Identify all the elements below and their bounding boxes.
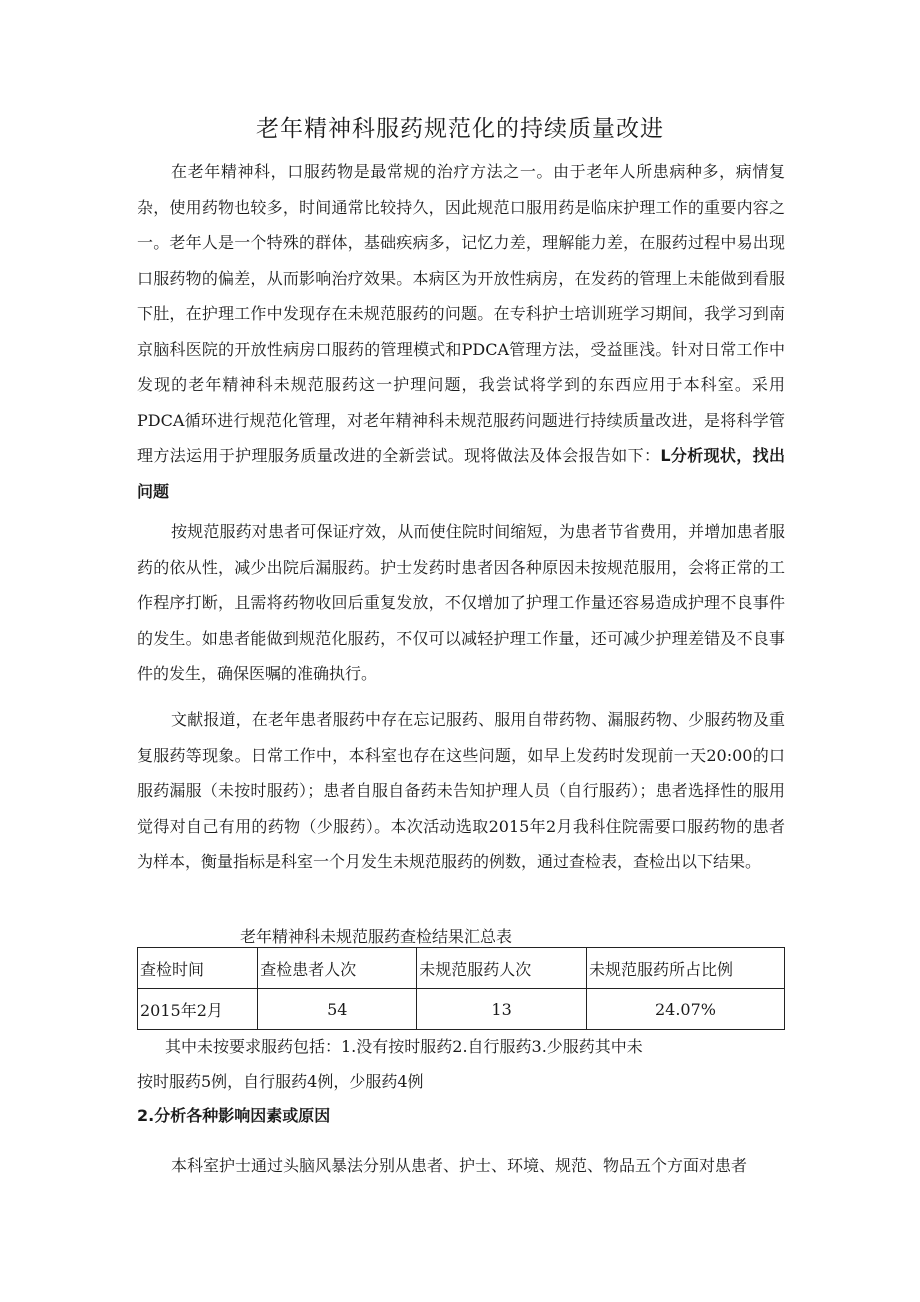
intro-paragraph	[137, 154, 785, 509]
note-line-1: 其中未按要求服药包括：1.没有按时服药2.自行服药3.少服药其中未	[165, 1037, 643, 1056]
header-cell-nonstandard: 未规范服药人次	[417, 948, 587, 989]
cell-patients: 54	[258, 989, 417, 1030]
header-cell-ratio: 未规范服药所占比例	[586, 948, 784, 989]
header-cell-date: 查检时间	[138, 948, 258, 989]
section-heading-1: L分析现状，找出问题	[137, 446, 785, 501]
table-header-row	[138, 948, 785, 989]
table-row	[138, 989, 785, 1030]
table-caption: 老年精神科未规范服药查检结果汇总表	[240, 927, 513, 946]
document-title: 老年精神科服药规范化的持续质量改进	[256, 116, 664, 142]
cell-nonstandard: 13	[417, 989, 587, 1030]
note-line-2: 按时服药5例，自行服药4例，少服药4例	[137, 1072, 424, 1091]
cell-ratio: 24.07%	[586, 989, 784, 1030]
intro-text: 在老年精神科，口服药物是最常规的治疗方法之一。由于老年人所患病种多，病情复杂，使用药物也较多，时间通常比较持久，因此规范口服用药是临床护理工作的重要内容之一。老年人是一个特殊的群体，基础疾病多，记忆力差，理解能力差，在服药过程中易出现口服药物的偏差，从而影响治疗效果。本病区为开放性病房，在发药的管理上未能做到看服下肚，在护理工作中发现存在未规范服药的问题。在专科护士培训班学习期间，我学习到南京脑科医院的开放性病房口服药的管理模式和PDCA管理方法，受益匪浅。针对日常工作中发现的老年精神科未规范服药这一护理问题，我尝试将学到的东西应用于本科室。采用PDCA循环进行规范化管理，对老年精神科未规范服药问题进行持续质量改进，是将科学管理方法运用于护理服务质量改进的全新尝试。现将做法及体会报告如下：	[137, 162, 785, 465]
rationale-paragraph: 按规范服药对患者可保证疗效，从而使住院时间缩短，为患者节省费用，并增加患者服药的依从性，减少出院后漏服药。护士发药时患者因各种原因未按规范服用，会将正常的工作程序打断，且需将药物收回后重复发放，不仅增加了护理工作量还容易造成护理不良事件的发生。如患者能做到规范化服药，不仅可以减轻护理工作量，还可减少护理差错及不良事件的发生，确保医嘱的准确执行。	[137, 522, 785, 683]
summary-table	[137, 947, 785, 1030]
literature-paragraph: 文献报道，在老年患者服药中存在忘记服药、服用自带药物、漏服药物、少服药物及重复服药等现象。日常工作中，本科室也存在这些问题，如早上发药时发现前一天20:00的口服药漏服（未按时服药）；患者自服自备药未告知护理人员（自行服药）；患者选择性的服用觉得对自己有用的药物（少服药）。本次活动选取2015年2月我科住院需要口服药物的患者为样本，衡量指标是科室一个月发生未规范服药的例数，通过查检表，查检出以下结果。	[137, 710, 785, 871]
factors-paragraph: 本科室护士通过头脑风暴法分别从患者、护士、环境、规范、物品五个方面对患者	[171, 1156, 748, 1175]
header-cell-patients: 查检患者人次	[258, 948, 417, 989]
cell-date: 2015年2月	[138, 989, 258, 1030]
section-heading-2: 2.分析各种影响因素或原因	[137, 1106, 331, 1125]
